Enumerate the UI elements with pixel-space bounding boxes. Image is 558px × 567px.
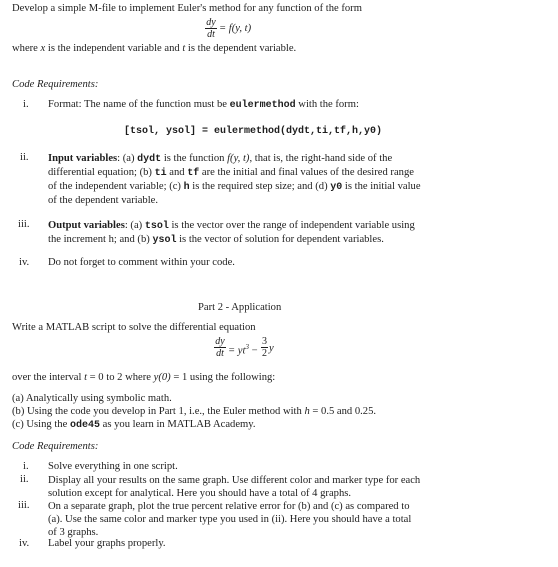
req-iii-line2: (a). Use the same color and marker type you used in (ii). Here you should have a total xyxy=(48,514,412,525)
item-number: i. xyxy=(23,99,29,110)
signature-eq: = xyxy=(196,126,215,137)
req-number: ii. xyxy=(20,474,29,485)
code-ode45: ode45 xyxy=(69,420,100,431)
eq-exponent: 3 xyxy=(245,343,249,351)
equation-rhs: = f(y, t) xyxy=(219,23,252,34)
method-c-post: as you learn in MATLAB Academy. xyxy=(99,419,256,430)
item-ii-text xyxy=(48,152,488,207)
frac-denominator: dt xyxy=(207,29,215,40)
where-text: where xyxy=(12,43,41,54)
req-ii-line2: solution except for analytical. Here you should have a total of 4 graphs. xyxy=(48,488,352,499)
code-eulermethod: eulermethod xyxy=(229,100,296,111)
item-i-text xyxy=(48,99,359,111)
frac-numerator: dy xyxy=(206,17,216,28)
initial-condition: y(0) xyxy=(153,372,171,383)
part2-intro: Write a MATLAB script to solve the differential equation xyxy=(12,322,256,333)
method-list xyxy=(12,392,512,432)
item-i-post: with the form: xyxy=(295,99,359,110)
method-c xyxy=(12,418,512,432)
frac-numerator: dy xyxy=(215,336,225,347)
var-h: h xyxy=(304,406,310,417)
method-a: (a) Analytically using symbolic math. xyxy=(12,393,172,404)
method-b-post: = 0.5 and 0.25. xyxy=(309,406,377,417)
eq-y: y xyxy=(269,343,274,354)
ii-line4: of the dependent variable. xyxy=(48,195,159,206)
eq-minus: − xyxy=(248,345,258,357)
ii-line3-post: is the initial value xyxy=(342,181,421,192)
coefficient-fraction xyxy=(261,337,268,358)
iii-line2-pre: the increment h; and (b) xyxy=(48,234,153,245)
ii-line3-mid: is the required step size; and (d) xyxy=(189,181,331,192)
interval-mid: = 0 to 2 where xyxy=(87,372,154,383)
signature-outputs: [tsol, ysol] xyxy=(124,126,197,137)
where-line xyxy=(12,43,296,54)
method-c-pre: (c) Using the xyxy=(12,419,70,430)
iii-pre: : (a) xyxy=(124,220,145,231)
dydt-fraction xyxy=(205,18,217,39)
code-requirements-heading: Code Requirements: xyxy=(12,441,99,452)
ii-a-mid: is the function xyxy=(161,153,228,164)
math-fyt: f(y, t) xyxy=(227,153,250,164)
ii-and: and xyxy=(166,167,188,178)
code-tsol: tsol xyxy=(144,221,169,232)
code-tf: tf xyxy=(187,168,200,179)
ii-line2-pre: differential equation; (b) xyxy=(48,167,155,178)
req-iv-text: Label your graphs properly. xyxy=(48,538,166,549)
item-iii-text xyxy=(48,219,488,247)
function-signature xyxy=(124,126,382,137)
req-iii-line1: On a separate graph, plot the true percent relative error for (b) and (c) as compared to xyxy=(48,501,410,512)
req-iii-line3: of 3 graphs. xyxy=(48,527,99,538)
interval-line xyxy=(12,372,275,383)
req-i-text: Solve everything in one script. xyxy=(48,461,178,472)
part1-intro: Develop a simple M-file to implement Euler's method for any function of the form xyxy=(12,3,362,14)
item-iv-text: Do not forget to comment within your code. xyxy=(48,257,235,268)
item-number: iv. xyxy=(19,257,30,268)
ii-a-pre: : (a) xyxy=(117,153,138,164)
coef-numerator: 3 xyxy=(262,336,267,347)
output-variables-label: Output variables xyxy=(48,220,125,231)
req-number: i. xyxy=(23,461,29,472)
input-variables-label: Input variables xyxy=(48,153,118,164)
var-t: t xyxy=(182,43,186,54)
item-number: ii. xyxy=(20,152,29,163)
req-number: iii. xyxy=(18,500,30,511)
method-b xyxy=(12,405,512,418)
code-dydt: dydt xyxy=(137,154,162,165)
var-t: t xyxy=(84,372,88,383)
code-h: h xyxy=(183,182,190,193)
frac-denominator: dt xyxy=(216,348,224,359)
req-iii-text xyxy=(48,500,518,539)
interval-pre: over the interval xyxy=(12,372,85,383)
code-ti: ti xyxy=(154,168,167,179)
iii-post: is the vector over the range of independent variable using xyxy=(168,220,415,231)
where-mid: is the independent variable and xyxy=(45,43,183,54)
method-b-pre: (b) Using the code you develop in Part 1, i.e., the Euler method with xyxy=(12,406,305,417)
code-ysol: ysol xyxy=(152,235,177,246)
interval-post: = 1 using the following: xyxy=(170,372,276,383)
iii-line2-post: is the vector of solution for dependent variables. xyxy=(176,234,384,245)
part2-equation-rhs xyxy=(228,343,258,357)
req-number: iv. xyxy=(19,538,30,549)
where-post: is the dependent variable. xyxy=(185,43,297,54)
ii-line2-post: are the initial and final values of the desired range xyxy=(199,167,414,178)
item-i-pre: Format: The name of the function must be xyxy=(48,99,230,110)
var-x: x xyxy=(40,43,46,54)
item-number: iii. xyxy=(18,219,30,230)
req-ii-text xyxy=(48,474,518,500)
eq-yt: = yt xyxy=(228,345,246,357)
part2-title: Part 2 - Application xyxy=(198,302,282,313)
req-ii-line1: Display all your results on the same graph. Use different color and marker type for each xyxy=(48,475,421,486)
code-y0: y0 xyxy=(330,182,343,193)
coef-denominator: 2 xyxy=(262,348,267,359)
ii-a-post: , that is, the right-hand side of the xyxy=(249,153,393,164)
signature-call: eulermethod(dydt,ti,tf,h,y0) xyxy=(214,126,383,137)
ii-line3-pre: of the independent variable; (c) xyxy=(48,181,184,192)
part2-dydt-fraction xyxy=(214,337,226,358)
code-requirements-heading: Code Requirements: xyxy=(12,79,99,90)
